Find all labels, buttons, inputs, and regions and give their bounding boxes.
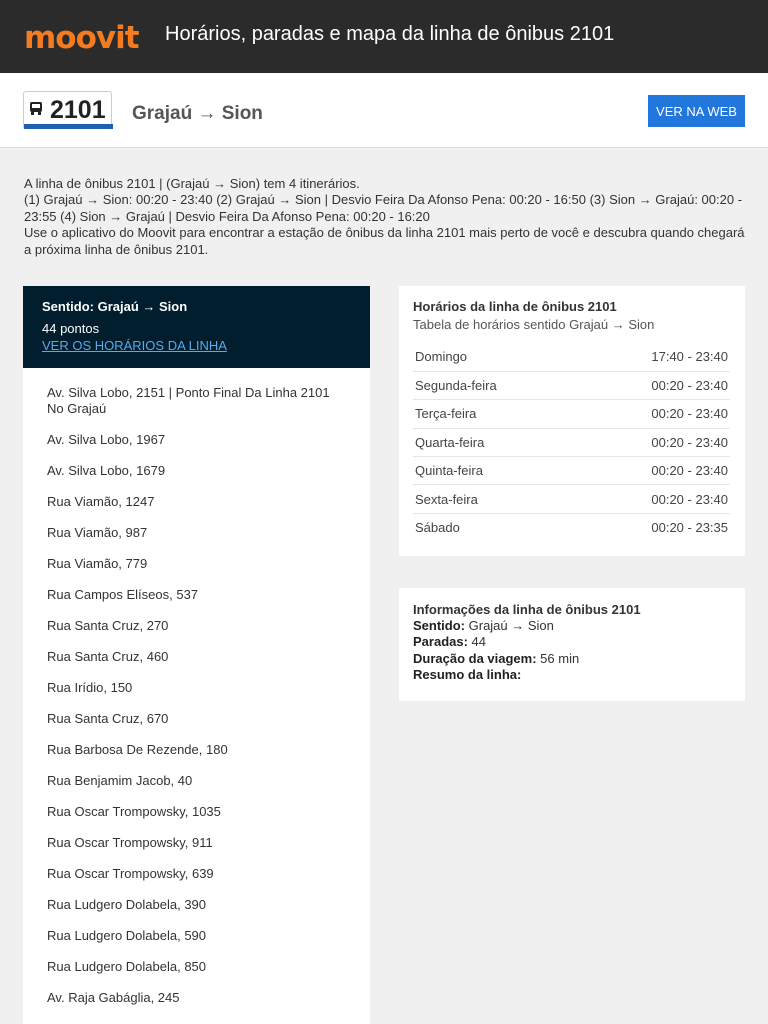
- schedule-subtitle: Tabela de horários sentido Grajaú → Sion: [413, 317, 655, 332]
- schedule-hours: 17:40 - 23:40: [574, 343, 730, 371]
- stop-item[interactable]: Rua Santa Cruz, 670: [47, 711, 169, 726]
- stop-item[interactable]: Rua Oscar Trompowsky, 911: [47, 835, 213, 850]
- schedule-day: Quarta-feira: [413, 428, 574, 456]
- schedule-hours: 00:20 - 23:40: [574, 371, 730, 399]
- stop-item[interactable]: Rua Campos Elíseos, 537: [47, 587, 199, 602]
- info-title: Informações da linha de ônibus 2101: [413, 602, 641, 617]
- schedule-hours: 00:20 - 23:40: [574, 400, 730, 428]
- schedule-hours: 00:20 - 23:35: [651, 520, 728, 536]
- info-duration: [413, 651, 731, 667]
- stop-item[interactable]: Av. Raja Gabáglia, 245: [47, 990, 180, 1005]
- schedule-hours: 00:20 - 23:40: [574, 428, 730, 456]
- top-bar: [0, 0, 768, 73]
- moovit-logo[interactable]: moovit: [24, 20, 139, 56]
- schedule-hours: 00:20 - 23:40: [574, 457, 730, 485]
- stop-item[interactable]: Rua Ludgero Dolabela, 390: [47, 897, 207, 912]
- view-schedule-link[interactable]: VER OS HORÁRIOS DA LINHA: [42, 338, 227, 353]
- line-bar: [0, 73, 768, 148]
- line-number: 2101: [50, 96, 106, 124]
- info-stops-label: Paradas:: [413, 634, 468, 650]
- stop-item[interactable]: Rua Viamão, 1247: [47, 494, 155, 509]
- schedule-hours: 00:20 - 23:40: [574, 485, 730, 513]
- table-row: [413, 400, 730, 428]
- intro-text: [24, 176, 746, 258]
- stop-item[interactable]: Av. Silva Lobo, 1967: [47, 432, 166, 447]
- table-row: [413, 485, 730, 513]
- page-title: Horários, paradas e mapa da linha de ônibus 2101: [165, 23, 615, 45]
- stop-item[interactable]: Rua Benjamim Jacob, 40: [47, 773, 193, 788]
- schedule-day: Sábado: [415, 520, 460, 536]
- schedule-day: Sexta-feira: [413, 485, 574, 513]
- table-row: [413, 371, 730, 399]
- stops-panel: [23, 286, 370, 1024]
- info-stops: [413, 634, 731, 650]
- info-direction: [413, 618, 731, 634]
- stop-item[interactable]: Rua Ludgero Dolabela, 850: [47, 959, 207, 974]
- schedule-day: Domingo: [413, 343, 574, 371]
- line-color-bar: [24, 124, 113, 129]
- line-info-card: [399, 588, 745, 701]
- stop-item[interactable]: Rua Santa Cruz, 460: [47, 649, 169, 664]
- schedule-title: Horários da linha de ônibus 2101: [413, 299, 617, 314]
- stops-count: 44 pontos: [42, 321, 100, 336]
- route-title: Grajaú → Sion: [132, 103, 263, 124]
- intro-line-1: A linha de ônibus 2101 | (Grajaú → Sion) tem 4 itinerários.: [24, 176, 360, 191]
- stop-item[interactable]: Av. Silva Lobo, 2151 | Ponto Final Da Linha 2101 No Grajaú: [47, 385, 330, 416]
- stops-direction: Sentido: Grajaú → Sion: [42, 299, 188, 314]
- stop-item[interactable]: Rua Oscar Trompowsky, 639: [47, 866, 214, 881]
- schedule-day: Terça-feira: [413, 400, 574, 428]
- stop-item[interactable]: Rua Santa Cruz, 270: [47, 618, 169, 633]
- table-row: [413, 428, 730, 456]
- table-row: [413, 513, 730, 541]
- view-on-web-button[interactable]: VER NA WEB: [648, 95, 745, 127]
- intro-line-2: (1) Grajaú → Sion: 00:20 - 23:40 (2) Grajaú → Sion | Desvio Feira Da Afonso Pena: 00:20 - 16:50 (3) Sion → Grajaú: 00:20 - 23:55 (4) Sion → Grajaú | Desvio Feira Da Afonso Pena: 00:20 - 16:20: [24, 192, 743, 224]
- info-direction-label: Sentido:: [413, 618, 465, 634]
- bus-icon: [29, 101, 43, 116]
- schedule-card: [399, 286, 745, 556]
- stop-item[interactable]: Av. Silva Lobo, 1679: [47, 463, 166, 478]
- info-duration-label: Duração da viagem:: [413, 650, 537, 666]
- stops-header: [23, 286, 370, 368]
- schedule-day: Segunda-feira: [413, 371, 574, 399]
- stop-item[interactable]: Rua Ludgero Dolabela, 590: [47, 928, 207, 943]
- table-row: [413, 457, 730, 485]
- stop-item[interactable]: Rua Oscar Trompowsky, 1035: [47, 804, 221, 819]
- info-direction-value: Grajaú → Sion: [468, 618, 554, 634]
- table-row: [413, 343, 730, 371]
- stop-item[interactable]: Rua Barbosa De Rezende, 180: [47, 742, 228, 757]
- info-summary: [413, 667, 731, 683]
- schedule-day: Quinta-feira: [413, 457, 574, 485]
- stop-item[interactable]: Rua Viamão, 779: [47, 556, 148, 571]
- intro-line-3: Use o aplicativo do Moovit para encontrar a estação de ônibus da linha 2101 mais perto de você e descubra quando chegará a próxima linha de ônibus 2101.: [24, 225, 745, 257]
- info-duration-value: 56 min: [540, 650, 580, 666]
- info-stops-value: 44: [471, 634, 487, 650]
- stop-item[interactable]: Rua Irídio, 150: [47, 680, 133, 695]
- stop-item[interactable]: Rua Viamão, 987: [47, 525, 148, 540]
- info-summary-label: Resumo da linha:: [413, 666, 522, 682]
- schedule-table: [413, 343, 730, 542]
- line-badge: [23, 91, 112, 129]
